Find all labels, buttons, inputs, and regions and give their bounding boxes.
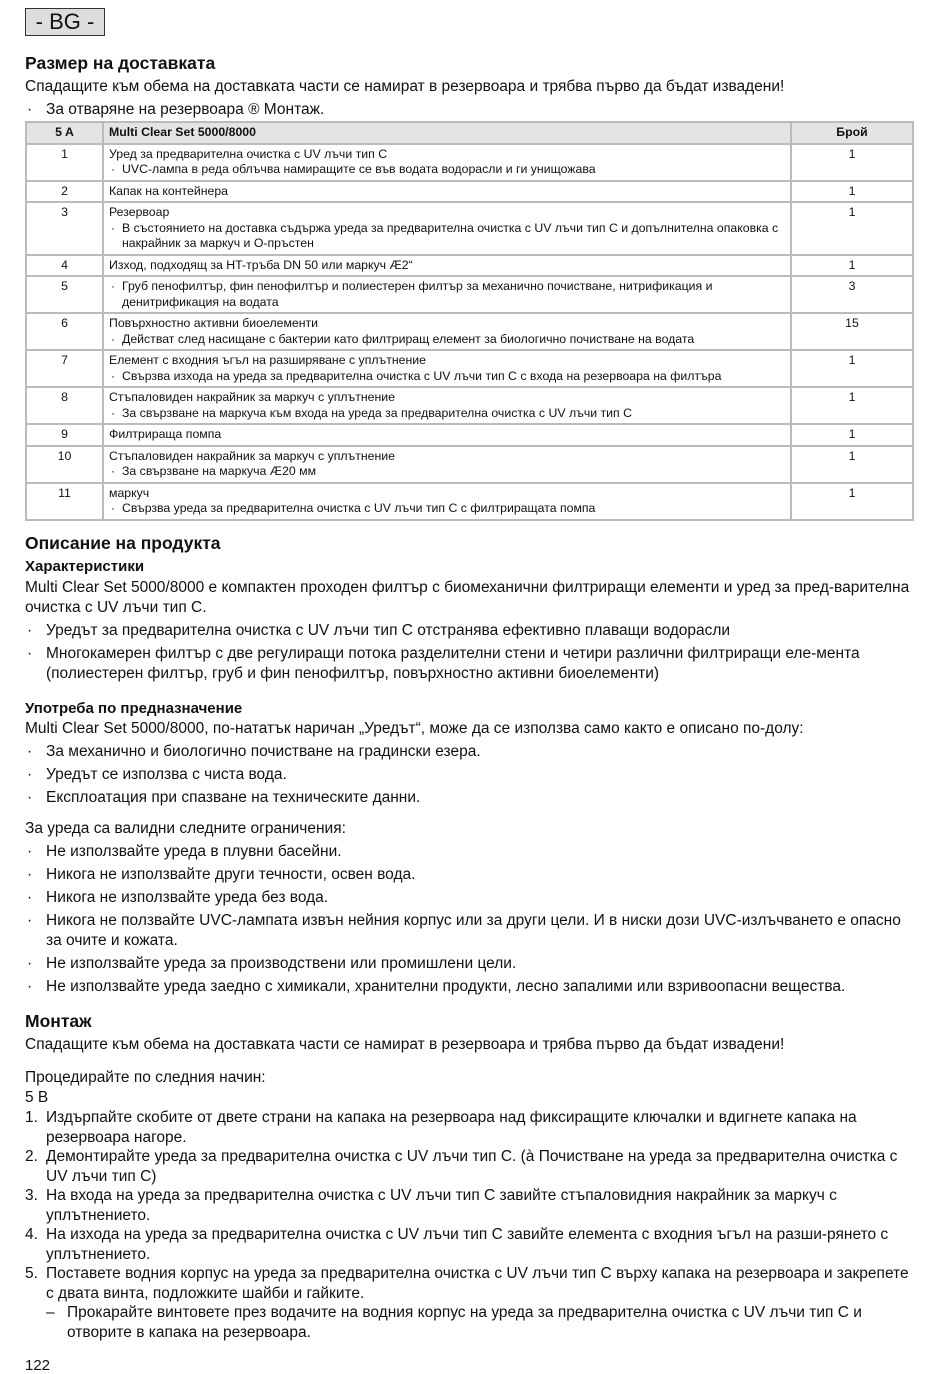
row-number: 11 xyxy=(26,483,103,520)
row-quantity: 1 xyxy=(791,350,913,387)
description-section xyxy=(25,532,915,1342)
limit-bullet: · Не използвайте уреда за производствени или промишлени цели. xyxy=(25,954,915,974)
row-number: 2 xyxy=(26,181,103,203)
table-row xyxy=(26,181,913,203)
step-text: Демонтирайте уреда за предварителна очистка с UV лъчи тип C. (à Почистване на уреда за предварителна очистка с UV лъчи тип C) xyxy=(46,1148,898,1185)
row-description xyxy=(103,313,791,350)
row-quantity: 1 xyxy=(791,202,913,255)
row-number: 8 xyxy=(26,387,103,424)
assembly-step xyxy=(25,1225,915,1264)
assembly-step xyxy=(25,1108,915,1147)
delivery-title: Размер на доставката xyxy=(25,53,216,73)
table-row xyxy=(26,424,913,446)
assembly-step xyxy=(25,1186,915,1225)
row-description xyxy=(103,181,791,203)
use-bullet: · Експлоатация при спазване на техническите данни. xyxy=(25,788,915,808)
table-row xyxy=(26,276,913,313)
limit-bullet: · Никога не използвайте други течности, освен вода. xyxy=(25,865,915,885)
limit-bullet: · Никога не използвайте уреда без вода. xyxy=(25,888,915,908)
item-note: · UVC-лампа в реда облъчва намиращите се във водата водорасли и ги унищожава xyxy=(109,162,785,178)
table-row xyxy=(26,350,913,387)
table-row xyxy=(26,387,913,424)
table-row xyxy=(26,313,913,350)
item-note: · В състоянието на доставка съдържа уреда за предварителна очистка с UV лъчи тип C и допълнителна опаковка с накрайник за маркуч и O-пръстен xyxy=(109,221,785,252)
figure-ref: 5 B xyxy=(25,1089,49,1106)
row-description xyxy=(103,483,791,520)
use-title: Употреба по предназначение xyxy=(25,700,243,717)
row-quantity: 1 xyxy=(791,424,913,446)
row-number: 3 xyxy=(26,202,103,255)
row-number: 10 xyxy=(26,446,103,483)
step-number: 3. xyxy=(25,1187,38,1204)
row-quantity: 1 xyxy=(791,181,913,203)
row-quantity: 3 xyxy=(791,276,913,313)
limits-text: За уреда са валидни следните ограничения: xyxy=(25,820,346,837)
item-name: Изход, подходящ за HT-тръба DN 50 или маркуч Æ2“ xyxy=(109,257,413,272)
dash-mark: – xyxy=(46,1304,55,1321)
use-text: Multi Clear Set 5000/8000, по-нататък наричан „Уредът“, може да се използва само както е описано по-долу: xyxy=(25,720,804,737)
use-bullet: · Уредът се използва с чиста вода. xyxy=(25,765,915,785)
row-number: 4 xyxy=(26,255,103,277)
assembly-substep xyxy=(25,1303,915,1342)
row-quantity: 1 xyxy=(791,483,913,520)
item-name: Стъпаловиден накрайник за маркуч с уплътнение xyxy=(109,448,395,463)
row-description xyxy=(103,202,791,255)
item-note: · За свързване на маркуча Æ20 мм xyxy=(109,464,785,480)
table-row xyxy=(26,202,913,255)
assembly-proc: Процедирайте по следния начин: xyxy=(25,1069,266,1086)
row-quantity: 1 xyxy=(791,144,913,181)
step-text: На входа на уреда за предварителна очистка с UV лъчи тип C завийте стъпаловидния накрайник за маркуч с уплътнението. xyxy=(46,1187,837,1224)
limit-bullet: · Никога не ползвайте UVC-лампата извън нейния корпус или за други цели. И в ниски дози UVC-излъчването е опасно за очите и кожата. xyxy=(25,911,915,951)
table-row xyxy=(26,144,913,181)
item-note: · Свързва уреда за предварителна очистка с UV лъчи тип C с филтриращата помпа xyxy=(109,501,785,517)
row-description xyxy=(103,424,791,446)
feature-bullet: · Уредът за предварителна очистка с UV лъчи тип C отстранява ефективно плаващи водорасли xyxy=(25,621,915,641)
row-number: 6 xyxy=(26,313,103,350)
limit-bullet: · Не използвайте уреда в плувни басейни. xyxy=(25,842,915,862)
col-fig: 5 A xyxy=(26,122,103,144)
row-description xyxy=(103,446,791,483)
assembly-title: Монтаж xyxy=(25,1011,92,1031)
item-name: Уред за предварителна очистка с UV лъчи тип C xyxy=(109,146,388,161)
item-note: · Груб пенофилтър, фин пенофилтър и полиестерен филтър за механично почистване, нитрификация и денитрификация на водата xyxy=(109,279,785,310)
delivery-table xyxy=(25,121,914,521)
step-text: Поставете водния корпус на уреда за предварителна очистка с UV лъчи тип C върху капака на резервоара и закрепете с двата винта, подложките шайби и гайките. xyxy=(46,1265,909,1302)
row-description xyxy=(103,350,791,387)
item-name: Филтрираща помпа xyxy=(109,427,222,441)
step-text: Издърпайте скобите от двете страни на капака на резервоара над фиксиращите ключалки и вдигнете капака на резервоара нагоре. xyxy=(46,1109,857,1146)
use-bullet: · За механично и биологично почистване на градински езера. xyxy=(25,742,915,762)
table-row xyxy=(26,483,913,520)
assembly-step xyxy=(25,1147,915,1186)
step-number: 2. xyxy=(25,1148,38,1165)
delivery-intro: Спадащите към обема на доставката части се намират в резервоара и трябва първо да бъдат извадени! xyxy=(25,78,785,95)
assembly-intro: Спадащите към обема на доставката части се намират в резервоара и трябва първо да бъдат извадени! xyxy=(25,1036,785,1053)
step-text: На изхода на уреда за предварителна очистка с UV лъчи тип C завийте елемента с входния ъгъл на разши-рянето с уплътнението. xyxy=(46,1226,889,1263)
row-quantity: 1 xyxy=(791,255,913,277)
features-text: Multi Clear Set 5000/8000 е компактен проходен филтър с биомеханични филтриращи елементи и уред за пред-варителна очистка с UV лъчи тип C. xyxy=(25,579,910,616)
row-number: 5 xyxy=(26,276,103,313)
item-name: Стъпаловиден накрайник за маркуч с уплътнение xyxy=(109,390,395,404)
limit-bullet: · Не използвайте уреда заедно с химикали, хранителни продукти, лесно запалими или взривоопасни вещества. xyxy=(25,977,915,997)
assembly-step xyxy=(25,1264,915,1303)
item-name: Капак на контейнера xyxy=(109,183,228,198)
row-number: 7 xyxy=(26,350,103,387)
row-description xyxy=(103,144,791,181)
item-name: Резервоар xyxy=(109,205,170,219)
item-note: · Свързва изхода на уреда за предварителна очистка с UV лъчи тип C с входа на резервоара на филтъра xyxy=(109,369,785,385)
step-number: 4. xyxy=(25,1226,38,1243)
item-name: Повърхностно активни биоелементи xyxy=(109,316,319,330)
item-name: маркуч xyxy=(109,485,150,500)
delivery-section xyxy=(25,52,915,120)
language-tag: - BG - xyxy=(25,8,105,36)
row-number: 1 xyxy=(26,144,103,181)
substep-text: Прокарайте винтовете през водачите на водния корпус на уреда за предварителна очистка с UV лъчи тип C и отворите в капака на резервоара. xyxy=(67,1304,862,1341)
delivery-bullet: · За отваряне на резервоара ® Монтаж. xyxy=(25,100,915,120)
step-number: 5. xyxy=(25,1265,38,1282)
feature-bullet: · Многокамерен филтър с две регулиращи потока разделителни стени и четири различни филтриращи еле-мента (полиестерен филтър, груб и фин пенофилтър, повърхностно активни биоелементи) xyxy=(25,644,915,684)
col-qty: Брой xyxy=(791,122,913,144)
table-row xyxy=(26,446,913,483)
row-quantity: 1 xyxy=(791,446,913,483)
item-note: · За свързване на маркуча към входа на уреда за предварителна очистка с UV лъчи тип C xyxy=(109,406,785,422)
row-description xyxy=(103,387,791,424)
description-title: Описание на продукта xyxy=(25,533,221,553)
features-title: Характеристики xyxy=(25,558,145,575)
item-note: · Действат след насищане с бактерии като филтриращ елемент за биологично почистване на водата xyxy=(109,332,785,348)
col-name: Multi Clear Set 5000/8000 xyxy=(103,122,791,144)
item-name: Елемент с входния ъгъл на разширяване с уплътнение xyxy=(109,353,426,367)
row-quantity: 15 xyxy=(791,313,913,350)
row-quantity: 1 xyxy=(791,387,913,424)
step-number: 1. xyxy=(25,1109,38,1126)
row-number: 9 xyxy=(26,424,103,446)
page-number: 122 xyxy=(25,1357,51,1374)
row-description xyxy=(103,255,791,277)
table-row xyxy=(26,255,913,277)
row-description xyxy=(103,276,791,313)
